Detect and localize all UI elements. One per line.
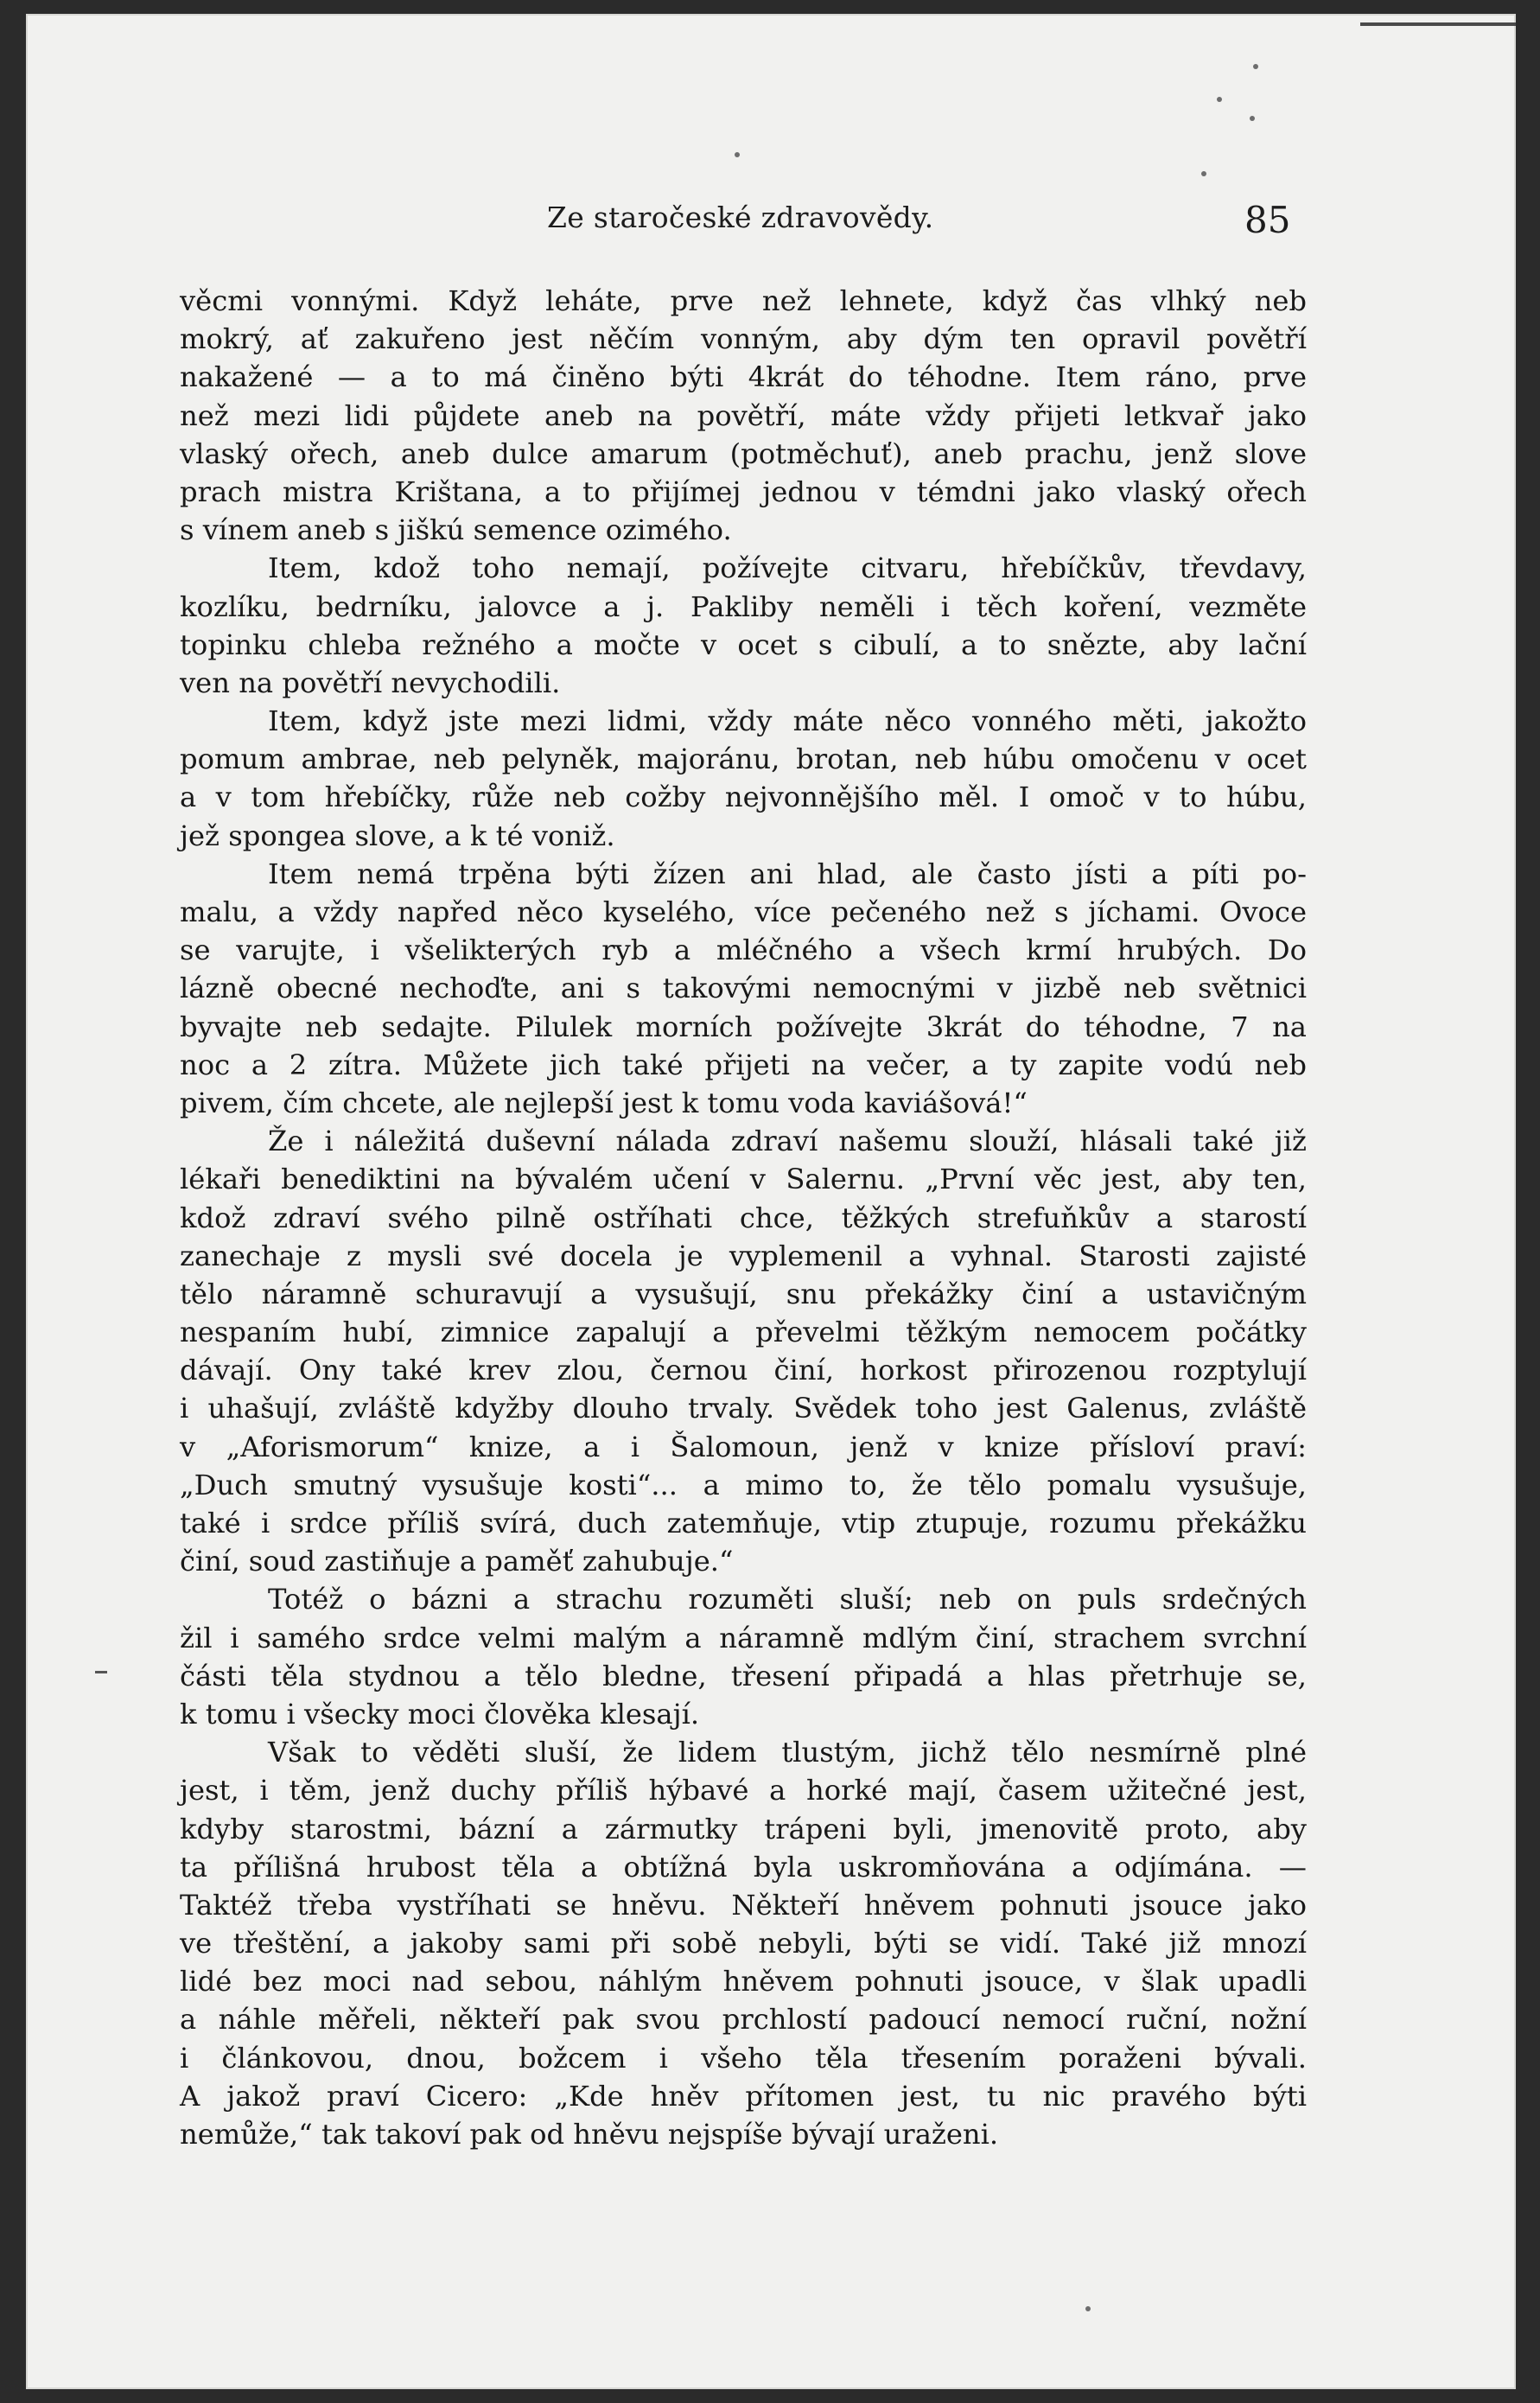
text-line: kdož zdraví svého pilně ostříhati chce, těžkých strefuňkův a starostí (180, 1201, 1307, 1234)
text-line: věcmi vonnými. Když leháte, prve než lehnete, když čas vlhký neb (180, 284, 1307, 317)
paragraph (180, 855, 1307, 1122)
text-line: se varujte, i všelikterých ryb a mléčného a všech krmí hrubých. Do (180, 934, 1307, 967)
paper-speck (1085, 2306, 1091, 2311)
text-line: Item nemá trpěna býti žízen ani hlad, ale často jísti a píti po- (268, 857, 1307, 890)
text-line: nespaním hubí, zimnice zapalují a převelmi těžkým nemocem počátky (180, 1316, 1307, 1349)
text-line: Taktéž třeba vystříhati se hněvu. Někteří hněvem pohnuti jsouce jako (180, 1888, 1307, 1922)
text-line: Totéž o bázni a strachu rozuměti sluší; neb on puls srdečných (268, 1583, 1307, 1616)
text-line: malu, a vždy napřed něco kyselého, více pečeného než s jíchami. Ovoce (180, 896, 1307, 928)
paper-speck (735, 152, 740, 157)
text-line: a v tom hřebíčky, růže neb cožby nejvonnějšího měl. I omoč v to húbu, (180, 781, 1307, 814)
text-line: činí, soud zastiňuje a paměť zahubuje.“ (180, 1545, 734, 1578)
paragraph (180, 1122, 1307, 1580)
paper-speck (1250, 116, 1255, 121)
page-number: 85 (1244, 199, 1291, 241)
text-line: vlaský ořech, aneb dulce amarum (potměchuť), aneb prachu, jenž slove (180, 437, 1307, 470)
book-page (26, 14, 1516, 2389)
text-line: s vínem aneb s jiškú semence ozimého. (180, 513, 732, 547)
text-line: ve třeštění, a jakoby sami při sobě nebyli, býti se vidí. Také již mnozí (180, 1927, 1307, 1960)
margin-mark (95, 1671, 107, 1673)
text-line: v „Aforismorum“ knize, a i Šalomoun, jenž v knize přísloví praví: (180, 1430, 1307, 1463)
text-line: „Duch smutný vysušuje kosti“... a mimo to, že tělo pomalu vysušuje, (180, 1468, 1307, 1501)
text-line: Že i náležitá duševní nálada zdraví našemu slouží, hlásali také již (268, 1125, 1307, 1158)
text-line: A jakož praví Cicero: „Kde hněv přítomen jest, tu nic pravého býti (180, 2079, 1307, 2113)
paragraph (180, 1580, 1307, 1733)
text-line: nemůže,“ tak takoví pak od hněvu nejspíše bývají uraženi. (180, 2118, 999, 2151)
text-line: byvajte neb sedajte. Pilulek morních požívejte 3krát do téhodne, 7 na (180, 1010, 1307, 1043)
page-header (26, 199, 1516, 251)
text-line: jež spongea slove, a k té voniž. (180, 819, 615, 852)
paper-speck (1201, 171, 1206, 176)
page-edge-mark (1360, 22, 1516, 26)
text-line: dávají. Ony také krev zlou, černou činí, horkost přirozenou rozptylují (180, 1354, 1307, 1387)
text-line: kozlíku, bedrníku, jalovce a j. Pakliby neměli i těch koření, vezměte (180, 590, 1307, 623)
text-line: kdyby starostmi, bázní a zármutky trápeni byli, jmenovitě proto, aby (180, 1812, 1307, 1845)
text-line: než mezi lidi půjdete aneb na povětří, máte vždy přijeti letkvař jako (180, 398, 1307, 432)
paragraph (180, 549, 1307, 702)
body-text (180, 282, 1307, 2153)
text-line: lékaři benediktini na bývalém učení v Salernu. „První věc jest, aby ten, (180, 1163, 1307, 1196)
text-line: zanechaje z mysli své docela je vyplemenil a vyhnal. Starosti zajisté (180, 1239, 1307, 1272)
text-line: jest, i těm, jenž duchy příliš hýbavé a horké mají, časem užitečné jest, (180, 1774, 1307, 1807)
text-line: i uhašují, zvláště kdyžby dlouho trvaly. Svědek toho jest Galenus, zvláště (180, 1392, 1307, 1425)
text-line: pomum ambrae, neb pelyněk, majoránu, brotan, neb húbu omočenu v ocet (180, 743, 1307, 776)
text-line: žil i samého srdce velmi malým a náramně mdlým činí, strachem svrchní (180, 1621, 1307, 1654)
text-line: topinku chleba režného a močte v ocet s cibulí, a to snězte, aby lační (180, 628, 1307, 661)
text-line: tělo náramně schuravují a vysušují, snu překážky činí a ustavičným (180, 1277, 1307, 1310)
running-title: Ze staročeské zdravovědy. (547, 201, 934, 234)
text-line: nakažené — a to má činěno býti 4krát do téhodne. Item ráno, prve (180, 360, 1307, 394)
text-line: prach mistra Krištana, a to přijímej jednou v témdni jako vlaský ořech (180, 475, 1307, 508)
text-line: části těla stydnou a tělo bledne, třesení připadá a hlas přetrhuje se, (180, 1659, 1307, 1692)
text-line: Item, když jste mezi lidmi, vždy máte něco vonného měti, jakožto (268, 704, 1307, 738)
text-line: lidé bez moci nad sebou, náhlým hněvem pohnuti jsouce, v šlak upadli (180, 1965, 1307, 1998)
text-line: Item, kdož toho nemají, požívejte citvaru, hřebíčkův, třevdavy, (268, 551, 1307, 585)
paragraph (180, 702, 1307, 855)
text-line: také i srdce příliš svírá, duch zatemňuje, vtip ztupuje, rozumu překážku (180, 1507, 1307, 1539)
paper-speck (1217, 97, 1222, 102)
text-line: ta přílišná hrubost těla a obtížná byla uskromňována a odjímána. — (180, 1850, 1307, 1884)
text-line: Však to věděti sluší, že lidem tlustým, jichž tělo nesmírně plné (268, 1736, 1307, 1769)
text-line: ven na povětří nevychodili. (180, 666, 561, 699)
text-line: i článkovou, dnou, božcem i všeho těla třesením poraženi bývali. (180, 2041, 1307, 2075)
text-line: noc a 2 zítra. Můžete jich také přijeti na večer, a ty zapite vodú neb (180, 1048, 1307, 1081)
text-line: mokrý, ať zakuřeno jest něčím vonným, aby dým ten opravil povětří (180, 322, 1307, 356)
text-line: pivem, čím chcete, ale nejlepší jest k tomu voda kaviášová!“ (180, 1086, 1028, 1119)
text-line: k tomu i všecky moci člověka klesají. (180, 1697, 700, 1731)
paragraph (180, 282, 1307, 549)
paragraph (180, 1733, 1307, 2153)
text-line: a náhle měřeli, někteří pak svou prchlostí padoucí nemocí ruční, nožní (180, 2003, 1307, 2036)
paper-speck (1253, 64, 1258, 69)
text-line: lázně obecné nechoďte, ani s takovými nemocnými v jizbě neb světnici (180, 972, 1307, 1005)
